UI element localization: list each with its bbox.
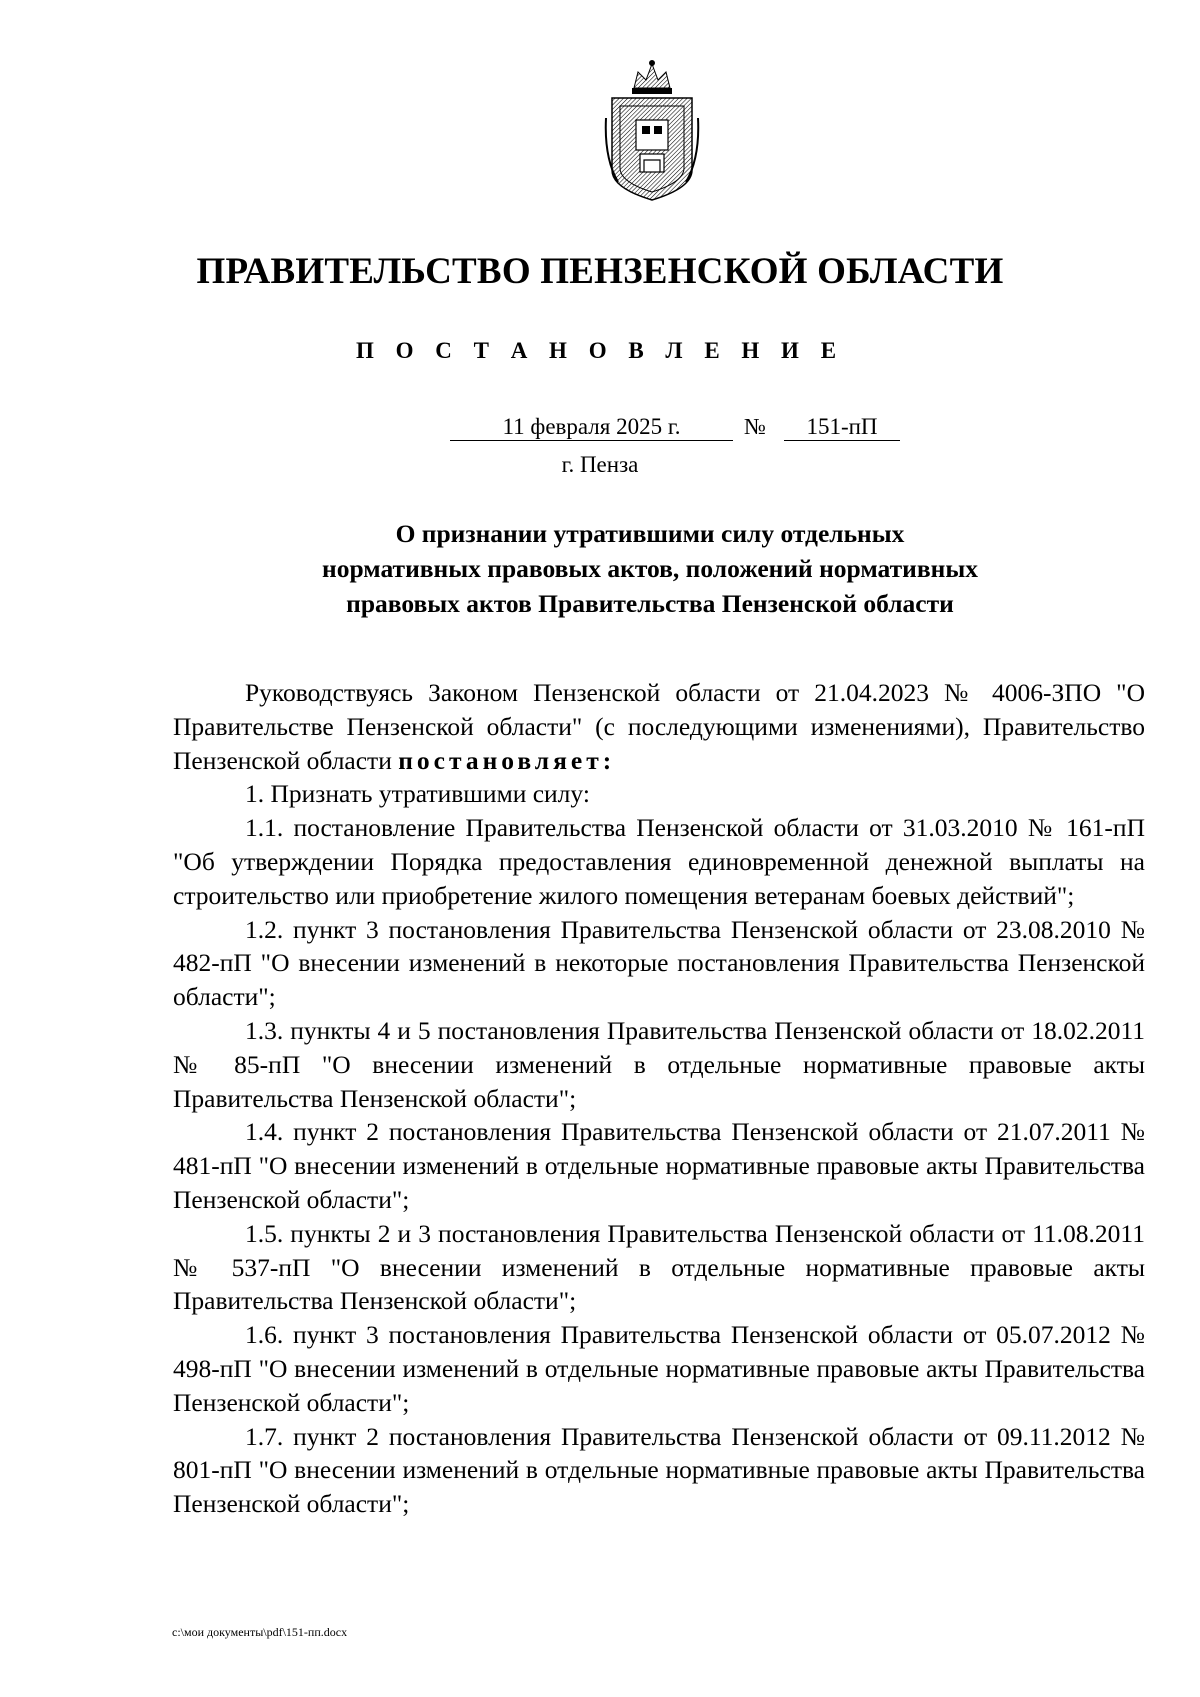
city-name: г. Пенза [561,452,639,477]
file-path-footer: c:\мои документы\pdf\151-пп.docx [172,1625,348,1639]
subject-line: О признании утратившими силу отдельных [395,519,905,548]
document-date: 11 февраля 2025 г. [450,414,733,441]
intro-text: Руководствуясь Законом Пензенской области от 21.04.2023 № 4006-ЗПО "О Правительстве Пензенской области" (с последующими изменениями), Правительство Пензенской области [173,678,1145,775]
subitem-1-4: 1.4. пункт 2 постановления Правительства Пензенской области от 21.07.2011 № 481-пП "О внесении изменений в отдельные нормативные правовые акты Правительства Пензенской области"; [173,1117,1145,1214]
document-subject [250,516,1050,621]
coat-of-arms-emblem-icon [604,58,700,206]
subitem-1-3: 1.3. пункты 4 и 5 постановления Правительства Пензенской области от 18.02.2011 № 85-пП "О внесении изменений в отдельные нормативные правовые акты Правительства Пензенской области"; [173,1015,1145,1113]
government-title: ПРАВИТЕЛЬСТВО ПЕНЗЕНСКОЙ ОБЛАСТИ [196,251,1004,292]
document-type-heading: П О С Т А Н О В Л Е Н И Е [355,338,845,363]
subitem-1-6: 1.6. пункт 3 постановления Правительства Пензенской области от 05.07.2012 № 498-пП "О внесении изменений в отдельные нормативные правовые акты Правительства Пензенской области"; [173,1320,1145,1417]
number-sign: № [744,414,766,439]
decides-word: постановляет: [398,745,616,775]
document-body [173,676,1145,1521]
intro-paragraph [173,676,1145,777]
document-number: 151-пП [784,414,900,441]
subitem-1-1: 1.1. постановление Правительства Пензенской области от 31.03.2010 № 161-пП "Об утверждении Порядка предоставления единовременной денежной выплаты на строительство или приобретение жилого помещения ветеранам боевых действий"; [173,813,1145,910]
subitem-1-5: 1.5. пункты 2 и 3 постановления Правительства Пензенской области от 11.08.2011 № 537-пП "О внесении изменений в отдельные нормативные правовые акты Правительства Пензенской области"; [173,1218,1145,1316]
item-1: 1. Признать утратившими силу: [245,779,590,809]
subject-line: правовых актов Правительства Пензенской области [346,589,954,618]
subitem-1-2: 1.2. пункт 3 постановления Правительства Пензенской области от 23.08.2010 № 482-пП "О внесении изменений в некоторые постановления Правительства Пензенской области"; [173,914,1145,1012]
date-number-line [450,414,900,444]
subject-line: нормативных правовых актов, положений нормативных [322,554,978,583]
subitem-1-7: 1.7. пункт 2 постановления Правительства Пензенской области от 09.11.2012 № 801-пП "О внесении изменений в отдельные нормативные правовые акты Правительства Пензенской области"; [173,1421,1145,1519]
